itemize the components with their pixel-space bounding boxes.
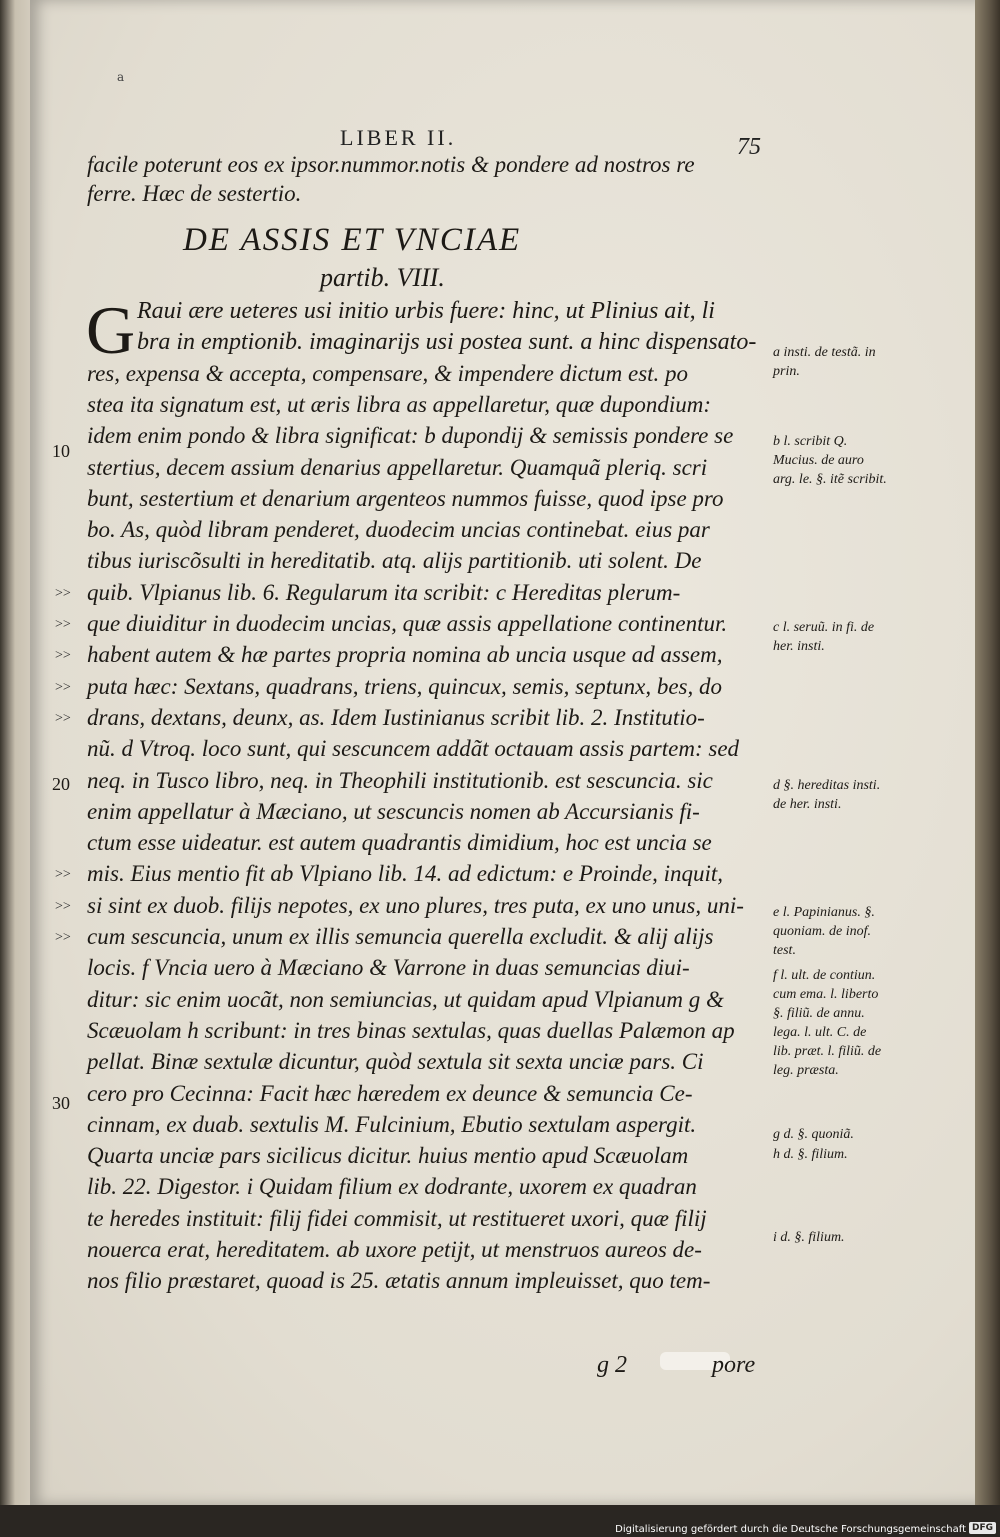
running-head: LIBER II. bbox=[340, 125, 457, 150]
quote-mark: >> bbox=[55, 648, 71, 664]
quote-mark: >> bbox=[55, 867, 71, 883]
text-line: res, expensa & accepta, compensare, & impendere dictum est. po bbox=[87, 360, 689, 386]
text-line: nũ. d Vtroq. loco sunt, qui sescuncem addãt octauam assis partem: sed bbox=[87, 736, 740, 762]
quote-mark: >> bbox=[55, 710, 71, 726]
text-line: que diuiditur in duodecim uncias, quæ assis appellatione continentur. bbox=[87, 611, 728, 636]
text-line: drans, dextans, deunx, as. Idem Iustinianus scribit lib. 2. Institutio- bbox=[87, 704, 705, 730]
catchword: pore bbox=[712, 1352, 756, 1378]
text-line: habent autem & hæ partes propria nomina ab uncia usque ad assem, bbox=[87, 642, 723, 668]
quote-mark: >> bbox=[55, 617, 71, 632]
margin-note: e l. Papinianus. §. quoniam. de inof. test. bbox=[773, 905, 875, 958]
text-line: cum sescuncia, unum ex illis semuncia querella excludit. & alij alijs bbox=[87, 924, 714, 949]
text-line: idem enim pondo & libra significat: b dupondij & semissis pondere se bbox=[87, 423, 734, 449]
text-line: Scæuolam h scribunt: in tres binas sextulas, quas duellas Palæmon ap bbox=[87, 1017, 735, 1043]
text-line: ditur: sic enim uocãt, non semiuncias, ut quidam apud Vlpianum g & bbox=[87, 986, 724, 1012]
margin-note: b l. scribit Q. Mucius. de auro arg. le. §. itẽ scribit. bbox=[773, 434, 887, 487]
page-number: 75 bbox=[737, 134, 761, 160]
text-line: te heredes instituit: filij fidei commisit, ut restitueret uxori, quæ filij bbox=[87, 1205, 707, 1231]
quote-mark: >> bbox=[55, 585, 71, 601]
text-line: bo. As, quòd libram penderet, duodecim uncias continebat. eius par bbox=[87, 517, 710, 543]
text-line: cinnam, ex duab. sextulis M. Fulcinium, Ebutio sextulam aspergit. bbox=[87, 1111, 697, 1137]
section-heading: DE ASSIS ET VNCIAE bbox=[183, 222, 522, 258]
quote-mark: >> bbox=[55, 898, 71, 914]
text-line: cero pro Cecinna: Facit hæc hæredem ex deunce & semuncia Ce- bbox=[87, 1080, 693, 1106]
margin-note: f l. ult. de contiun. cum ema. l. liberto §. filiũ. de annu. lega. l. ult. C. de lib. præt. l. filiũ. de leg. præsta. bbox=[773, 968, 882, 1078]
text-line: nos filio præstaret, quoad is 25. ætatis annum impleuisset, quo tem- bbox=[87, 1268, 711, 1294]
text-line: puta hæc: Sextans, quadrans, triens, quincux, semis, septunx, bes, do bbox=[87, 673, 722, 699]
line-number: 20 bbox=[52, 774, 70, 794]
text-line: nouerca erat, hereditatem. ab uxore petijt, ut menstruos aureos de- bbox=[87, 1237, 702, 1262]
text-line: tibus iuriscõsulti in hereditatib. atq. alijs partitionib. uti solent. De bbox=[87, 548, 702, 574]
text-line: ferre. Hæc de sestertio. bbox=[87, 181, 302, 206]
drop-cap: G bbox=[86, 292, 136, 368]
section-subheading: partib. VIII. bbox=[320, 263, 445, 292]
text-line: facile poterunt eos ex ipsor.nummor.notis & pondere ad nostros re bbox=[87, 152, 695, 177]
right-page-edge bbox=[975, 0, 1000, 1505]
text-line: enim appellatur à Mæciano, ut sescuncis nomen ab Accursianis fi- bbox=[87, 798, 700, 824]
top-mark: a bbox=[117, 70, 125, 84]
margin-note: g d. §. quoniã. bbox=[773, 1127, 854, 1142]
text-line: stea ita signatum est, ut æris libra as appellaretur, quæ dupondium: bbox=[87, 391, 712, 417]
margin-note: a insti. de testã. in prin. bbox=[773, 345, 876, 379]
line-number: 30 bbox=[52, 1093, 70, 1113]
margin-note: d §. hereditas insti. de her. insti. bbox=[773, 778, 881, 812]
quote-mark: >> bbox=[55, 930, 71, 945]
text-line: stertius, decem assium denarius appellaretur. Quamquã pleriq. scri bbox=[87, 454, 708, 480]
text-line: quib. Vlpianus lib. 6. Regularum ita scribit: c Hereditas plerum- bbox=[87, 579, 681, 605]
text-line: neq. in Tusco libro, neq. in Theophili institutionib. est sescuncia. sic bbox=[87, 767, 713, 793]
margin-note: h d. §. filium. bbox=[773, 1147, 848, 1162]
text-line: Raui ære ueteres usi initio urbis fuere: hinc, ut Plinius ait, li bbox=[137, 298, 715, 324]
text-line: bra in emptionib. imaginarijs usi postea sunt. a hinc dispensato- bbox=[137, 329, 757, 356]
text-line: si sint ex duob. filijs nepotes, ex uno plures, tres puta, ex uno unus, uni- bbox=[87, 892, 744, 918]
text-line: ctum esse uideatur. est autem quadrantis dimidium, hoc est uncia se bbox=[87, 830, 712, 856]
margin-note: i d. §. filium. bbox=[773, 1230, 845, 1245]
signature-mark: g 2 bbox=[597, 1352, 627, 1378]
line-number: 10 bbox=[52, 441, 70, 461]
text-line: locis. f Vncia uero à Mæciano & Varrone in duas semuncias diui- bbox=[87, 955, 690, 981]
text-line: Quarta unciæ pars sicilicus dicitur. huius mentio apud Scæuolam bbox=[87, 1143, 689, 1169]
quote-mark: >> bbox=[55, 679, 71, 695]
text-line: lib. 22. Digestor. i Quidam filium ex dodrante, uxorem ex quadran bbox=[87, 1174, 697, 1200]
text-line: pellat. Binæ sextulæ dicuntur, quòd sextula sit sexta unciæ pars. Ci bbox=[87, 1049, 704, 1075]
dfg-logo: DFG bbox=[969, 1522, 996, 1534]
footer-credit: Digitalisierung gefördert durch die Deutsche Forschungsgemeinschaft bbox=[615, 1524, 966, 1535]
margin-note: c l. seruũ. in fi. de her. insti. bbox=[773, 620, 875, 654]
text-line: mis. Eius mentio fit ab Vlpiano lib. 14. ad edictum: e Proinde, inquit, bbox=[87, 861, 724, 887]
text-line: bunt, sestertium et denarium argenteos nummos fuisse, quod ipse pro bbox=[87, 485, 724, 511]
